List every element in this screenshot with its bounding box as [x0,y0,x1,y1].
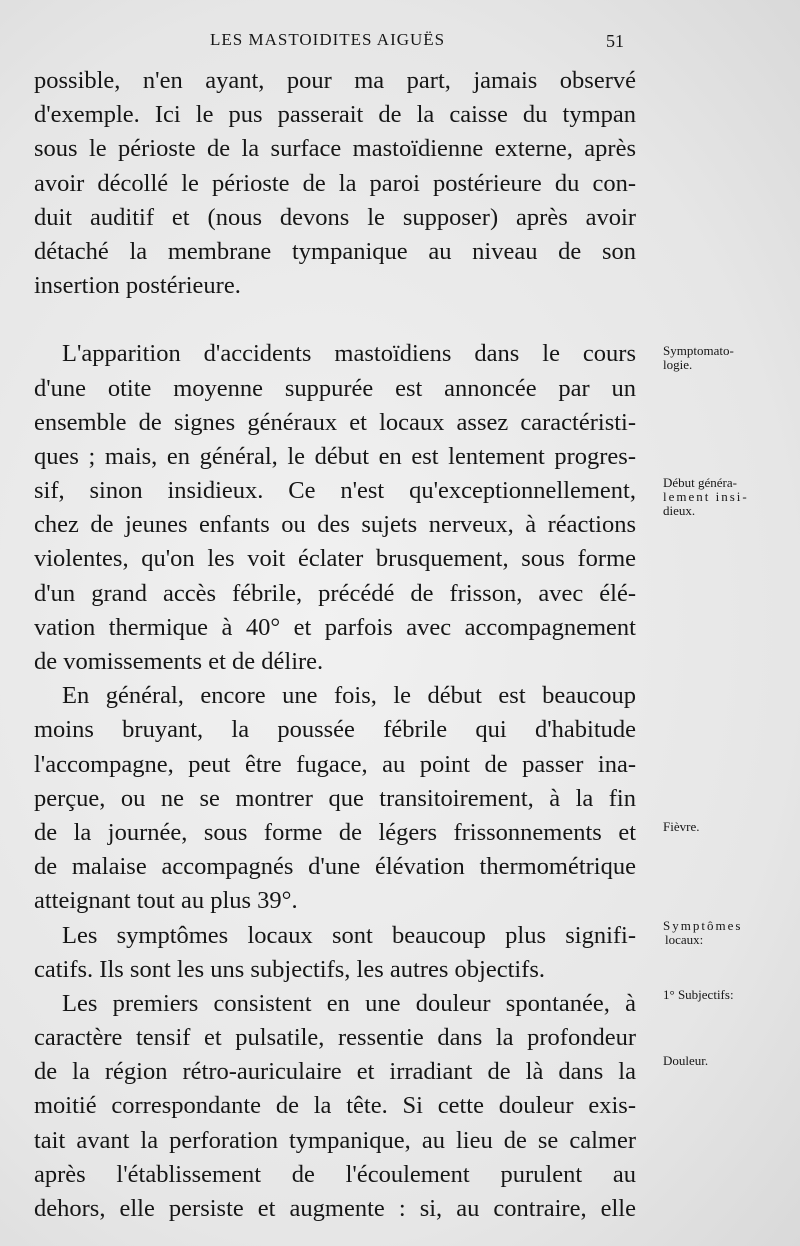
running-head: LES MASTOIDITES AIGUËS [210,30,446,49]
margin-note-line: Fièvre. [663,819,700,834]
text-line: sous le périoste de la surface mastoïdienne externe, après [34,135,636,163]
text-line: catifs. Ils sont les uns subjectifs, les autres objectifs. [34,955,545,983]
text-line: atteignant tout au plus 39°. [34,887,298,915]
margin-note-line: Début généra- [663,475,737,490]
margin-note-douleur [663,1054,793,1068]
margin-note-line: logie. [663,357,693,372]
margin-note-line: Symptomato- [663,343,734,358]
text-line: de malaise accompagnés d'une élévation thermométrique [34,853,636,881]
text-line: perçue, ou ne se montrer que transitoirement, à la fin [34,784,636,812]
margin-note-debut [663,476,793,518]
body-text [34,64,636,1226]
text-line: détaché la membrane tympanique au niveau de son [34,237,636,265]
margin-note-symptomatologie [663,344,793,372]
margin-note-fievre [663,820,793,834]
text-line: possible, n'en ayant, pour ma part, jamais observé [34,67,636,94]
text-line: de la journée, sous forme de légers frissonnements et [34,818,636,846]
margin-note-line: locaux: [665,932,704,947]
margin-note-line: 1° Subjectifs: [663,987,734,1002]
page-number: 51 [606,31,624,51]
text-line: ensemble de signes généraux et locaux assez caractéristi- [34,408,636,436]
text-line: En général, encore une fois, le début est beaucoup [62,682,636,710]
margin-note-line: lement insi- [663,489,749,504]
text-line: vation thermique à 40° et parfois avec accompagnement [34,613,636,641]
text-line: l'accompagne, peut être fugace, au point de passer ina- [34,750,636,778]
text-line: caractère tensif et pulsatile, ressentie dans la profondeur [34,1024,636,1052]
text-line: de vomissements et de délire. [34,648,324,675]
text-line: chez de jeunes enfants ou des sujets nerveux, à réactions [34,511,636,539]
text-line: tait avant la perforation tympanique, au lieu de se calmer [34,1126,636,1154]
text-line: moins bruyant, la poussée fébrile qui d'habitude [34,716,636,744]
margin-note-line: Symptômes [663,918,743,933]
text-line: duit auditif et (nous devons le supposer) après avoir [34,203,636,231]
margin-note-subjectifs [663,988,793,1002]
text-line: d'un grand accès fébrile, précédé de frisson, avec élé- [34,579,636,607]
text-line: d'exemple. Ici le pus passerait de la caisse du tympan [34,101,636,129]
text-line: L'apparition d'accidents mastoïdiens dans le cours [62,340,636,368]
margin-note-line: dieux. [663,503,696,518]
text-line: ques ; mais, en général, le début en est lentement progres- [34,442,636,470]
text-line: dehors, elle persiste et augmente : si, au contraire, elle [34,1195,636,1222]
text-line: après l'établissement de l'écoulement purulent au [34,1160,636,1188]
margin-note-symptomes-locaux [663,919,793,947]
text-line: moitié correspondante de la tête. Si cette douleur exis- [34,1092,636,1120]
text-line: violentes, qu'on les voit éclater brusquement, sous forme [34,545,636,573]
text-line: sif, sinon insidieux. Ce n'est qu'exceptionnellement, [34,477,636,505]
paragraph-gap [34,303,636,337]
text-line: Les symptômes locaux sont beaucoup plus signifi- [62,921,636,949]
margin-note-line: Douleur. [663,1053,709,1068]
text-line: avoir décollé le périoste de la paroi postérieure du con- [34,169,636,197]
text-line: Les premiers consistent en une douleur spontanée, à [62,989,636,1017]
text-line: de la région rétro-auriculaire et irradiant de là dans la [34,1058,636,1086]
text-line: insertion postérieure. [34,272,241,300]
text-line: d'une otite moyenne suppurée est annoncée par un [34,374,636,402]
